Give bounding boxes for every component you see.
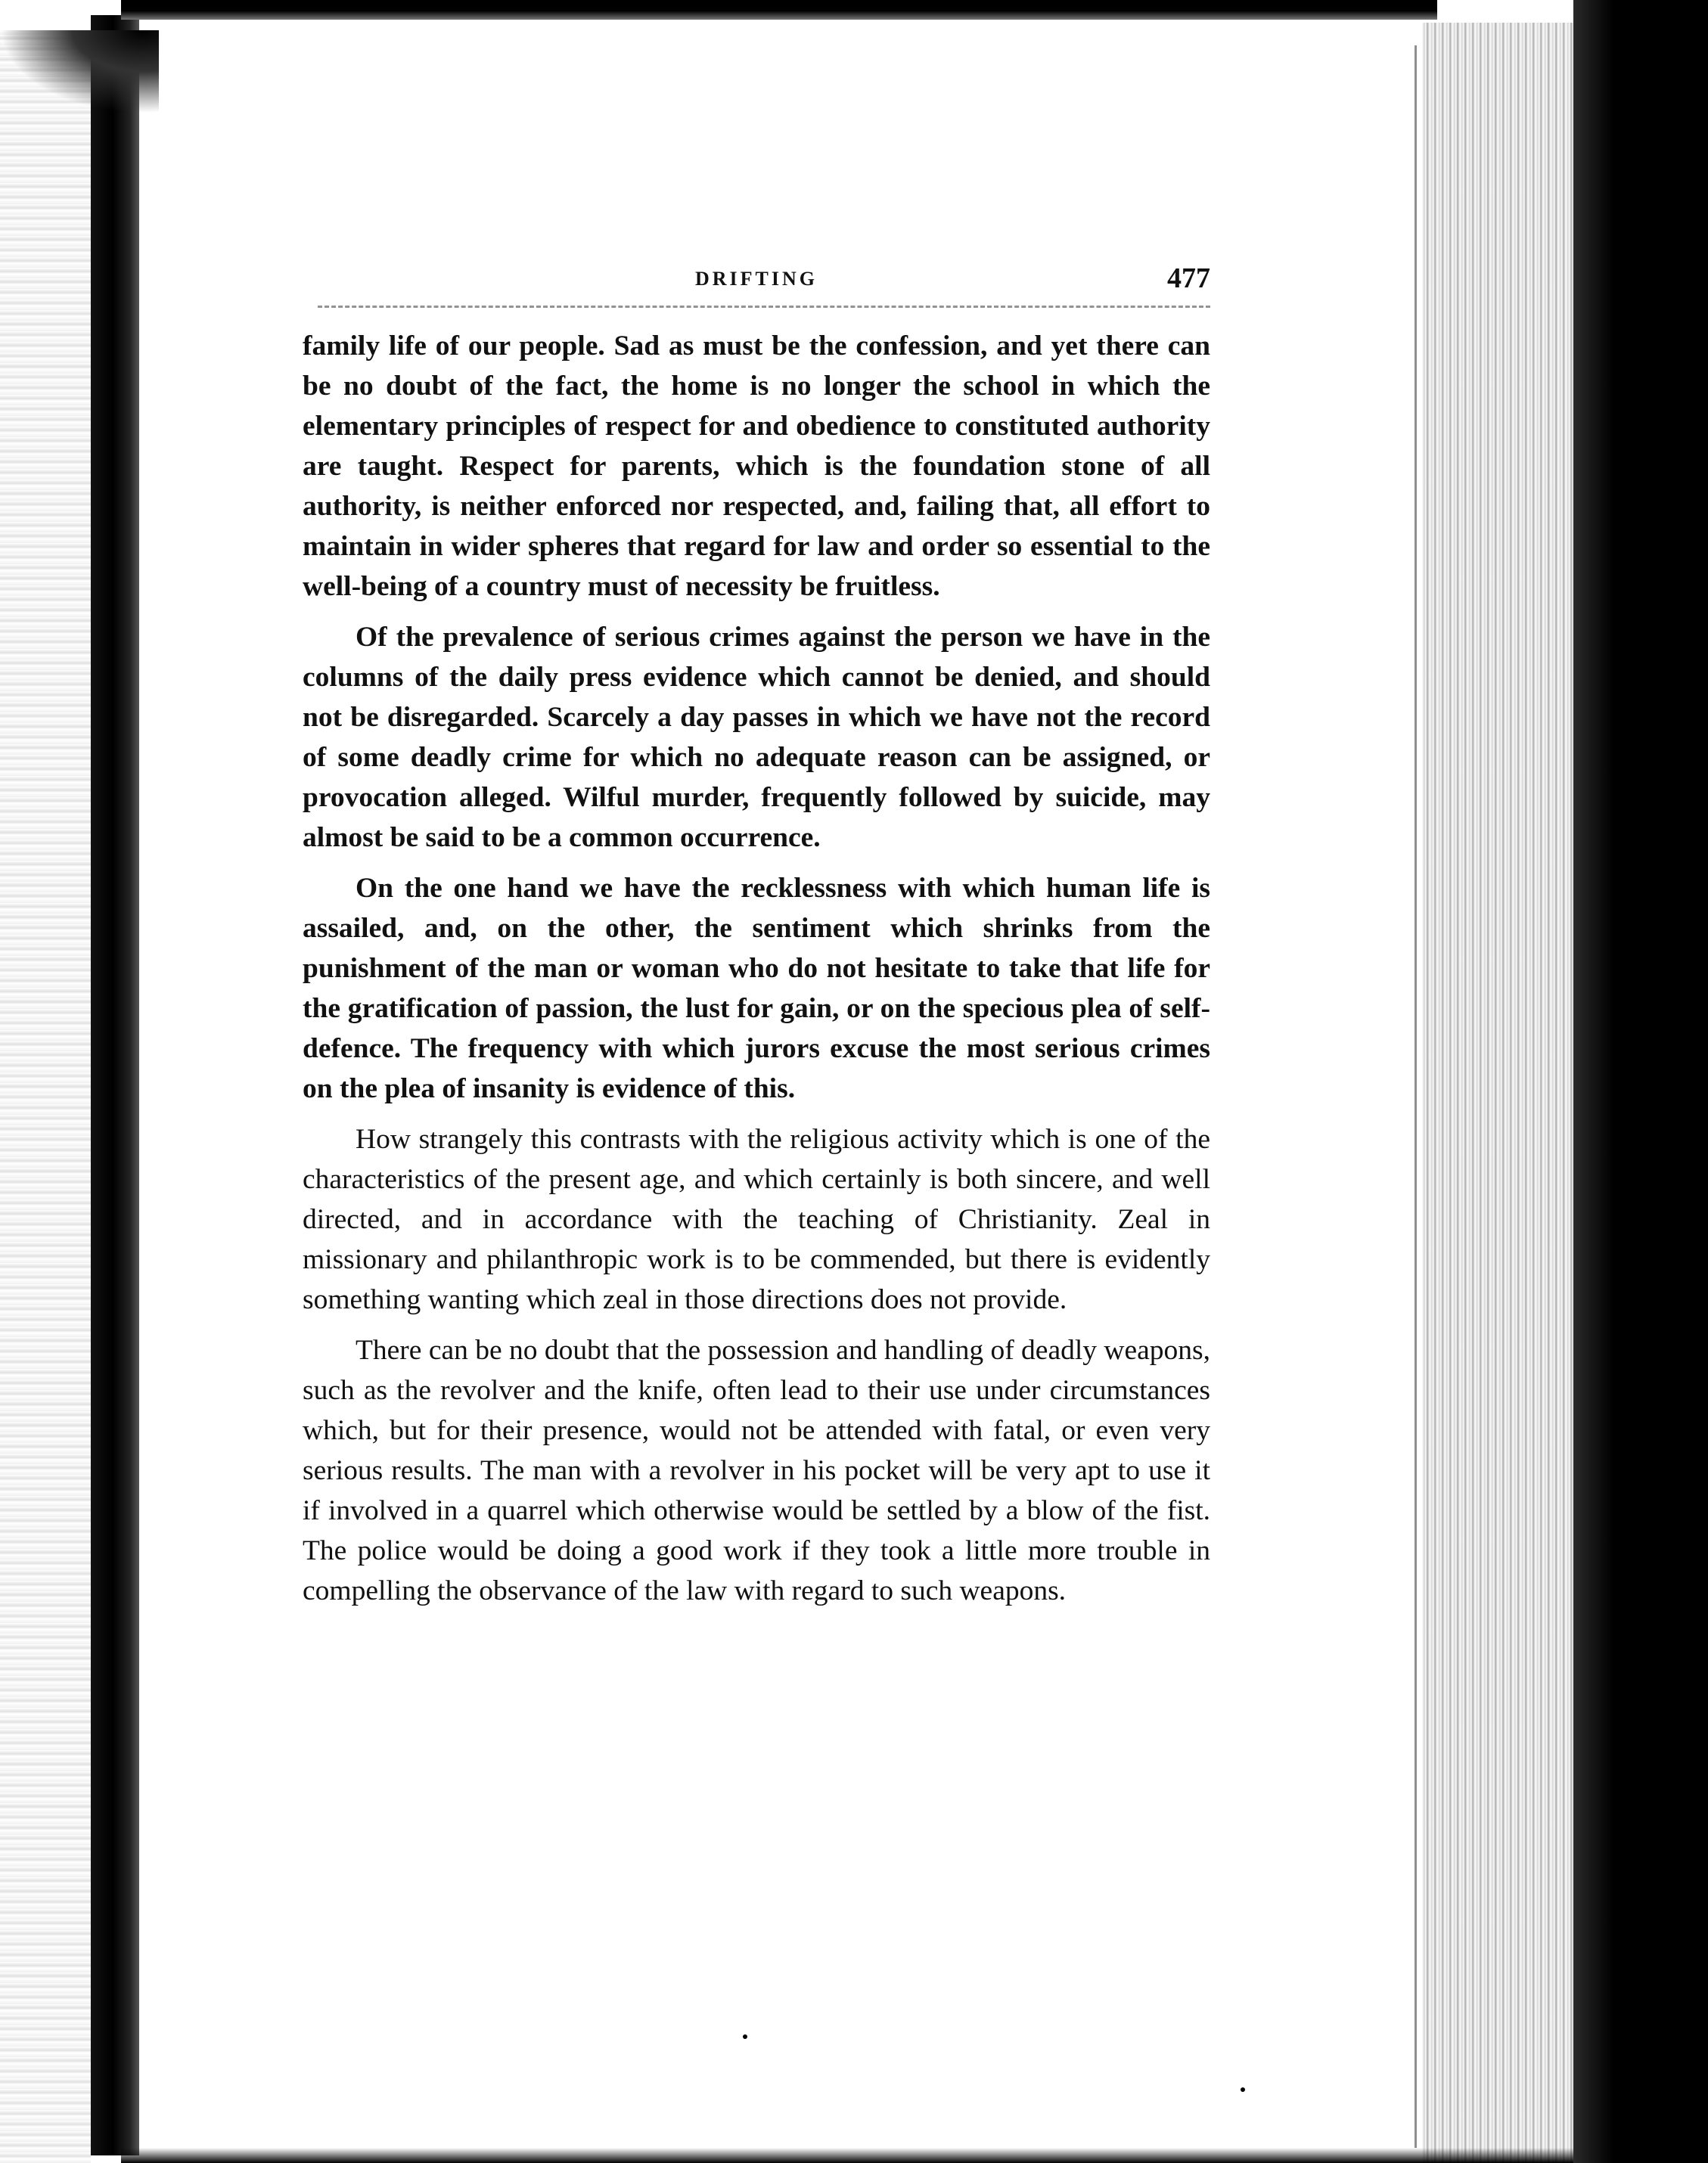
page-body [303, 257, 1210, 1611]
paragraph: There can be no doubt that the possession and handling of deadly weapons, such as the revolver and the knife, often lead to their use under circumstances which, but for their presence, would not be attended with fatal, or even very serious results. The man with a revolver in his pocket will be very apt to use it if involved in a quarrel which otherwise would be settled by a blow of the fist. The police would be doing a good work if they took a little more trouble in compelling the observance of the law with regard to such weapons. [303, 1335, 1210, 1606]
paragraph: On the one hand we have the recklessness with which human life is assailed, and, on the other, the sentiment which shrinks from the punishment of the man or woman who do not hesitate to take that life for the gratification of passion, the lust for gain, or on the specious plea of self-defence. The frequency with which jurors excuse the most serious crimes on the plea of insanity is evidence of this. [303, 873, 1210, 1104]
bottom-page-edge [121, 2148, 1573, 2163]
book-binding [91, 15, 139, 2155]
dark-background-right [1573, 0, 1708, 2163]
ink-speck [743, 2034, 747, 2039]
stacked-page-edges [1422, 23, 1588, 2163]
paragraph: family life of our people. Sad as must be the confession, and yet there can be no doubt of the fact, the home is no longer the school in which the elementary principles of respect for and obedience to constituted authority are taught. Respect for parents, which is the foundation stone of all authority, is neither enforced nor respected, and, failing that, all effort to maintain in wider spheres that regard for law and order so essential to the well-being of a country must of necessity be fruitless. [303, 331, 1210, 602]
top-page-edge [121, 0, 1437, 20]
ink-speck [1241, 2087, 1245, 2092]
running-title: DRIFTING [694, 268, 818, 290]
page-number: 477 [1167, 262, 1210, 294]
paragraph: Of the prevalence of serious crimes against the person we have in the columns of the daily press evidence which cannot be denied, and should not be disregarded. Scarcely a day passes in which we have not the record of some deadly crime for which no adequate reason can be assigned, or provocation alleged. Wilful murder, frequently followed by suicide, may almost be said to be a common occurrence. [303, 622, 1210, 853]
running-head [303, 257, 1210, 303]
paragraph: How strangely this contrasts with the religious activity which is one of the characteristics of the present age, and which certainly is both sincere, and well directed, and in accordance with the teaching of Christianity. Zeal in missionary and philanthropic work is to be commended, but there is evidently something wanting which zeal in those directions does not provide. [303, 1124, 1210, 1315]
header-rule [318, 306, 1210, 308]
corner-shadow [0, 30, 159, 113]
binding-shadow-left [0, 30, 91, 2163]
page-edge-line [1415, 45, 1417, 2148]
